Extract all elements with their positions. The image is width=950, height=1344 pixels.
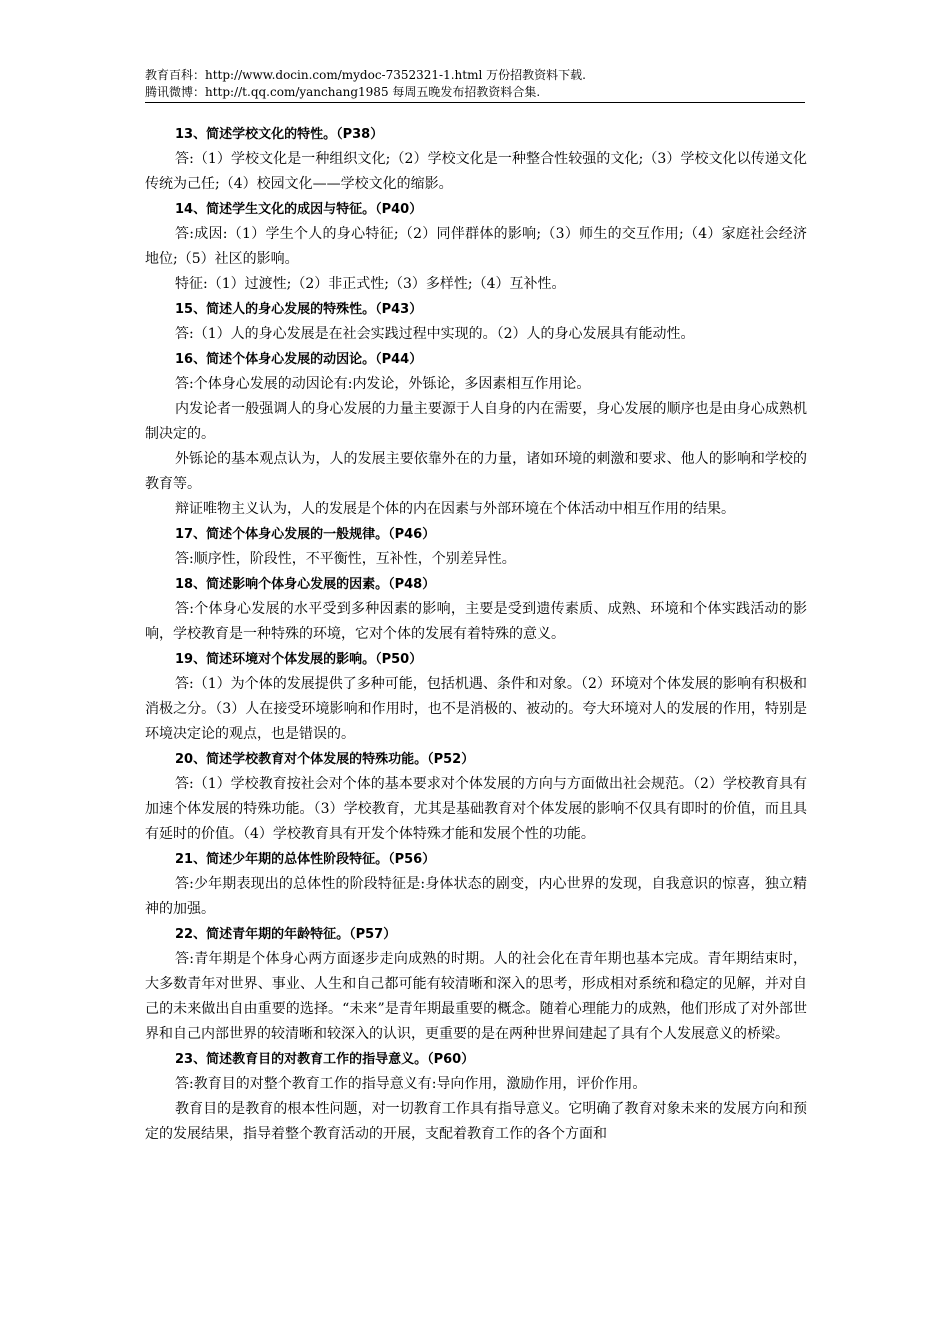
answer-paragraph: 答:青年期是个体身心两方面逐步走向成熟的时期。人的社会化在青年期也基本完成。青年期结束时，大多数青年对世界、事业、人生和自己都可能有较清晰和深入的思考，形成相对系统和稳定的见解，并对自己的未来做出自由重要的选择。“未来”是青年期最重要的概念。随着心理能力的成熟，他们形成了对外部世界和自己内部世界的较清晰和较深入的认识，更重要的是在两种世界间建起了具有个人发展意义的桥梁。 — [145, 951, 807, 1042]
answer-paragraph: 内发论者一般强调人的身心发展的力量主要源于人自身的内在需要，身心发展的顺序也是由身心成熟机制决定的。 — [145, 401, 807, 442]
question-heading: 21、简述少年期的总体性阶段特征。（P56） — [175, 852, 436, 867]
answer-paragraph: 答:少年期表现出的总体性的阶段特征是:身体状态的剧变，内心世界的发现，自我意识的惊喜，独立精神的加强。 — [145, 876, 807, 917]
answer-paragraph: 答:顺序性，阶段性，不平衡性，互补性，个别差异性。 — [175, 551, 516, 567]
question-heading: 17、简述个体身心发展的一般规律。（P46） — [175, 527, 436, 542]
answer-paragraph: 教育目的是教育的根本性问题，对一切教育工作具有指导意义。它明确了教育对象未来的发展方向和预定的发展结果，指导着整个教育活动的开展，支配着教育工作的各个方面和 — [145, 1101, 807, 1142]
question-heading: 22、简述青年期的年龄特征。（P57） — [175, 927, 397, 942]
question-heading: 18、简述影响个体身心发展的因素。（P48） — [175, 577, 436, 592]
question-heading: 16、简述个体身心发展的动因论。（P44） — [175, 352, 423, 367]
answer-paragraph: 特征:（1）过渡性;（2）非正式性;（3）多样性;（4）互补性。 — [175, 276, 566, 292]
header-line-weibo: 腾讯微博：http://t.qq.com/yanchang1985 每周五晚发布招教资料合集. — [145, 85, 541, 99]
answer-paragraph: 答:（1）人的身心发展是在社会实践过程中实现的。（2）人的身心发展具有能动性。 — [175, 326, 695, 342]
question-heading: 19、简述环境对个体发展的影响。（P50） — [175, 652, 423, 667]
answer-paragraph: 外铄论的基本观点认为，人的发展主要依靠外在的力量，诸如环境的刺激和要求、他人的影响和学校的教育等。 — [145, 451, 807, 492]
header-line-baike: 教育百科：http://www.docin.com/mydoc-7352321-1.html 万份招教资料下载. — [145, 68, 586, 82]
question-heading: 23、简述教育目的对教育工作的指导意义。（P60） — [175, 1052, 475, 1067]
answer-paragraph: 答:成因:（1）学生个人的身心特征;（2）同伴群体的影响;（3）师生的交互作用;（4）家庭社会经济地位;（5）社区的影响。 — [145, 226, 807, 267]
answer-paragraph: 答:教育目的对整个教育工作的指导意义有:导向作用，激励作用，评价作用。 — [175, 1076, 647, 1092]
question-heading: 20、简述学校教育对个体发展的特殊功能。（P52） — [175, 752, 475, 767]
answer-paragraph: 辩证唯物主义认为，人的发展是个体的内在因素与外部环境在个体活动中相互作用的结果。 — [175, 501, 735, 517]
question-heading: 15、简述人的身心发展的特殊性。（P43） — [175, 302, 423, 317]
answer-paragraph: 答:（1）为个体的发展提供了多种可能，包括机遇、条件和对象。（2）环境对个体发展的影响有积极和消极之分。（3）人在接受环境影响和作用时，也不是消极的、被动的。夸大环境对人的发展的作用，特别是环境决定论的观点，也是错误的。 — [145, 676, 807, 742]
answer-paragraph: 答:（1）学校文化是一种组织文化;（2）学校文化是一种整合性较强的文化;（3）学校文化以传递文化传统为己任;（4）校园文化——学校文化的缩影。 — [145, 151, 807, 192]
answer-paragraph: 答:个体身心发展的动因论有:内发论，外铄论，多因素相互作用论。 — [175, 376, 591, 392]
page-header — [145, 67, 805, 103]
question-heading: 14、简述学生文化的成因与特征。（P40） — [175, 202, 423, 217]
answer-paragraph: 答:（1）学校教育按社会对个体的基本要求对个体发展的方向与方面做出社会规范。（2）学校教育具有加速个体发展的特殊功能。（3）学校教育，尤其是基础教育对个体发展的影响不仅具有即时的价值，而且具有延时的价值。（4）学校教育具有开发个体特殊才能和发展个性的功能。 — [145, 776, 807, 842]
answer-paragraph: 答:个体身心发展的水平受到多种因素的影响，主要是受到遗传素质、成熟、环境和个体实践活动的影响，学校教育是一种特殊的环境，它对个体的发展有着特殊的意义。 — [145, 601, 807, 642]
document-body — [145, 122, 807, 1147]
question-heading: 13、简述学校文化的特性。（P38） — [175, 127, 384, 142]
